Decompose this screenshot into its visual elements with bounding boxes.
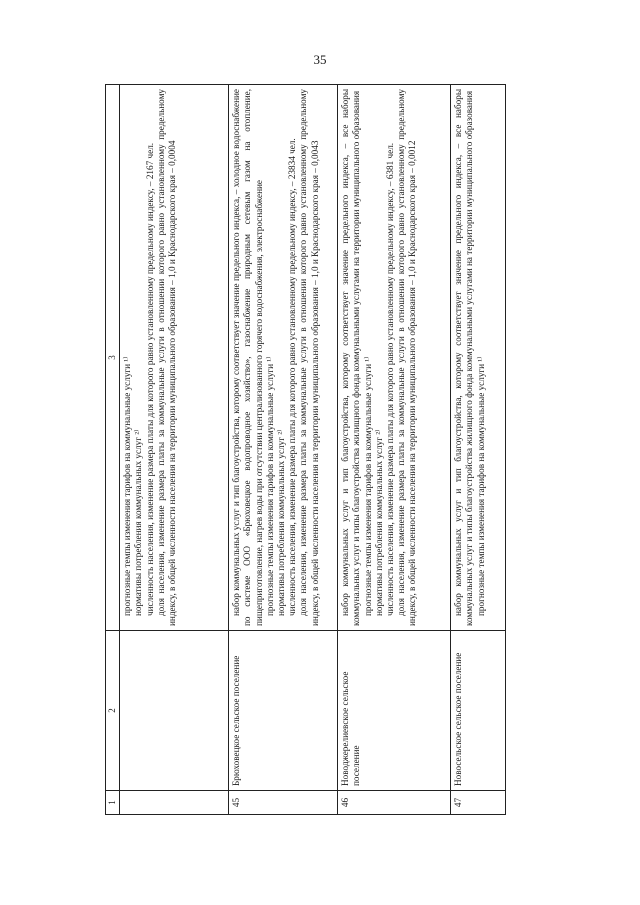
table-header-row [106, 85, 120, 815]
detail-line: нормативы потребления коммунальных услуг ²⁾ [373, 429, 384, 616]
detail-line: доля населения, изменение размера платы за коммунальные услуги в отношении которого равно установленному предельному индексу, в общей численности населения на территории муниципального образования – 1,0 и Краснодарского края – 0,0043 [298, 89, 320, 626]
table-row [451, 85, 506, 815]
detail-line: набор коммунальных услуг и тип благоустройства, которому соответствует значение предельного индекса, – все наборы коммунальных услуг и типы благоустройства жилищного фонда коммунальными услугами на территории муниципального образования [340, 89, 362, 626]
row-details [120, 85, 229, 631]
detail-line: нормативы потребления коммунальных услуг ²⁾ [276, 429, 287, 616]
table-row [120, 85, 229, 815]
settlement-name: Новоджерелиевское сельское поселение [338, 631, 451, 791]
header-col-1: 1 [106, 791, 120, 815]
header-col-3: 3 [106, 85, 120, 631]
settlement-name: Новосельское сельское поселение [451, 631, 506, 791]
table-row [338, 85, 451, 815]
row-number: 47 [451, 791, 506, 815]
detail-line: доля населения, изменение размера платы за коммунальные услуги в отношении которого равно установленному предельному индексу, в общей численности населения на территории муниципального образования – 1,0 и Краснодарского края – 0,0012 [396, 89, 418, 626]
detail-line: доля населения, изменение размера платы за коммунальные услуги в отношении которого равно установленному предельному индексу, в общей численности населения на территории муниципального образования – 1,0 и Краснодарского края – 0,0004 [155, 89, 178, 626]
settlement-name [120, 631, 229, 791]
row-number [120, 791, 229, 815]
detail-line: набор коммунальных услуг и тип благоустройства, которому соответствует значение предельного индекса, – все наборы коммунальных услуг и типы благоустройства жилищного фонда коммунальными услугами на территории муниципального образования [453, 89, 475, 626]
table-row [229, 85, 338, 815]
detail-line: прогнозные темпы изменения тарифов на коммунальные услуги ¹⁾ [362, 356, 373, 616]
detail-line: численность населения, изменение размера платы для которого равно установленному предельному индексу, – 23834 чел. [287, 138, 298, 616]
settlement-name: Брюховецкое сельское поселение [229, 631, 338, 791]
page-number: 35 [313, 52, 327, 67]
detail-line: нормативы потребления коммунальных услуг ²⁾ [133, 429, 144, 616]
detail-line: прогнозные темпы изменения тарифов на коммунальные услуги ¹⁾ [122, 356, 133, 616]
table-wrapper [105, 85, 535, 815]
row-number: 45 [229, 791, 338, 815]
row-details [451, 85, 506, 631]
header-col-2: 2 [106, 631, 120, 791]
row-details [338, 85, 451, 631]
detail-line: численность населения, изменение размера платы для которого равно установленному предельному индексу, – 6381 чел. [385, 142, 396, 616]
detail-line: набор коммунальных услуг и тип благоустройства, которому соответствует значение предельного индекса, – холодное водоснабжение по системе ООО «Брюховецкое водопроводное хозяйство», газоснабжение природным сетевым газом на отопление, пищеприготовление, нагрев воды при отсутствии централизованного горячего водоснабжения, электроснабжение [231, 89, 264, 626]
row-number: 46 [338, 791, 451, 815]
rotated-table-container [105, 85, 535, 815]
detail-line: прогнозные темпы изменения тарифов на коммунальные услуги ¹⁾ [475, 356, 486, 616]
detail-line: численность населения, изменение размера платы для которого равно установленному предельному индексу, – 2167 чел. [144, 142, 155, 616]
utilities-table [105, 84, 506, 815]
detail-line: прогнозные темпы изменения тарифов на коммунальные услуги ¹⁾ [264, 356, 275, 616]
row-details [229, 85, 338, 631]
